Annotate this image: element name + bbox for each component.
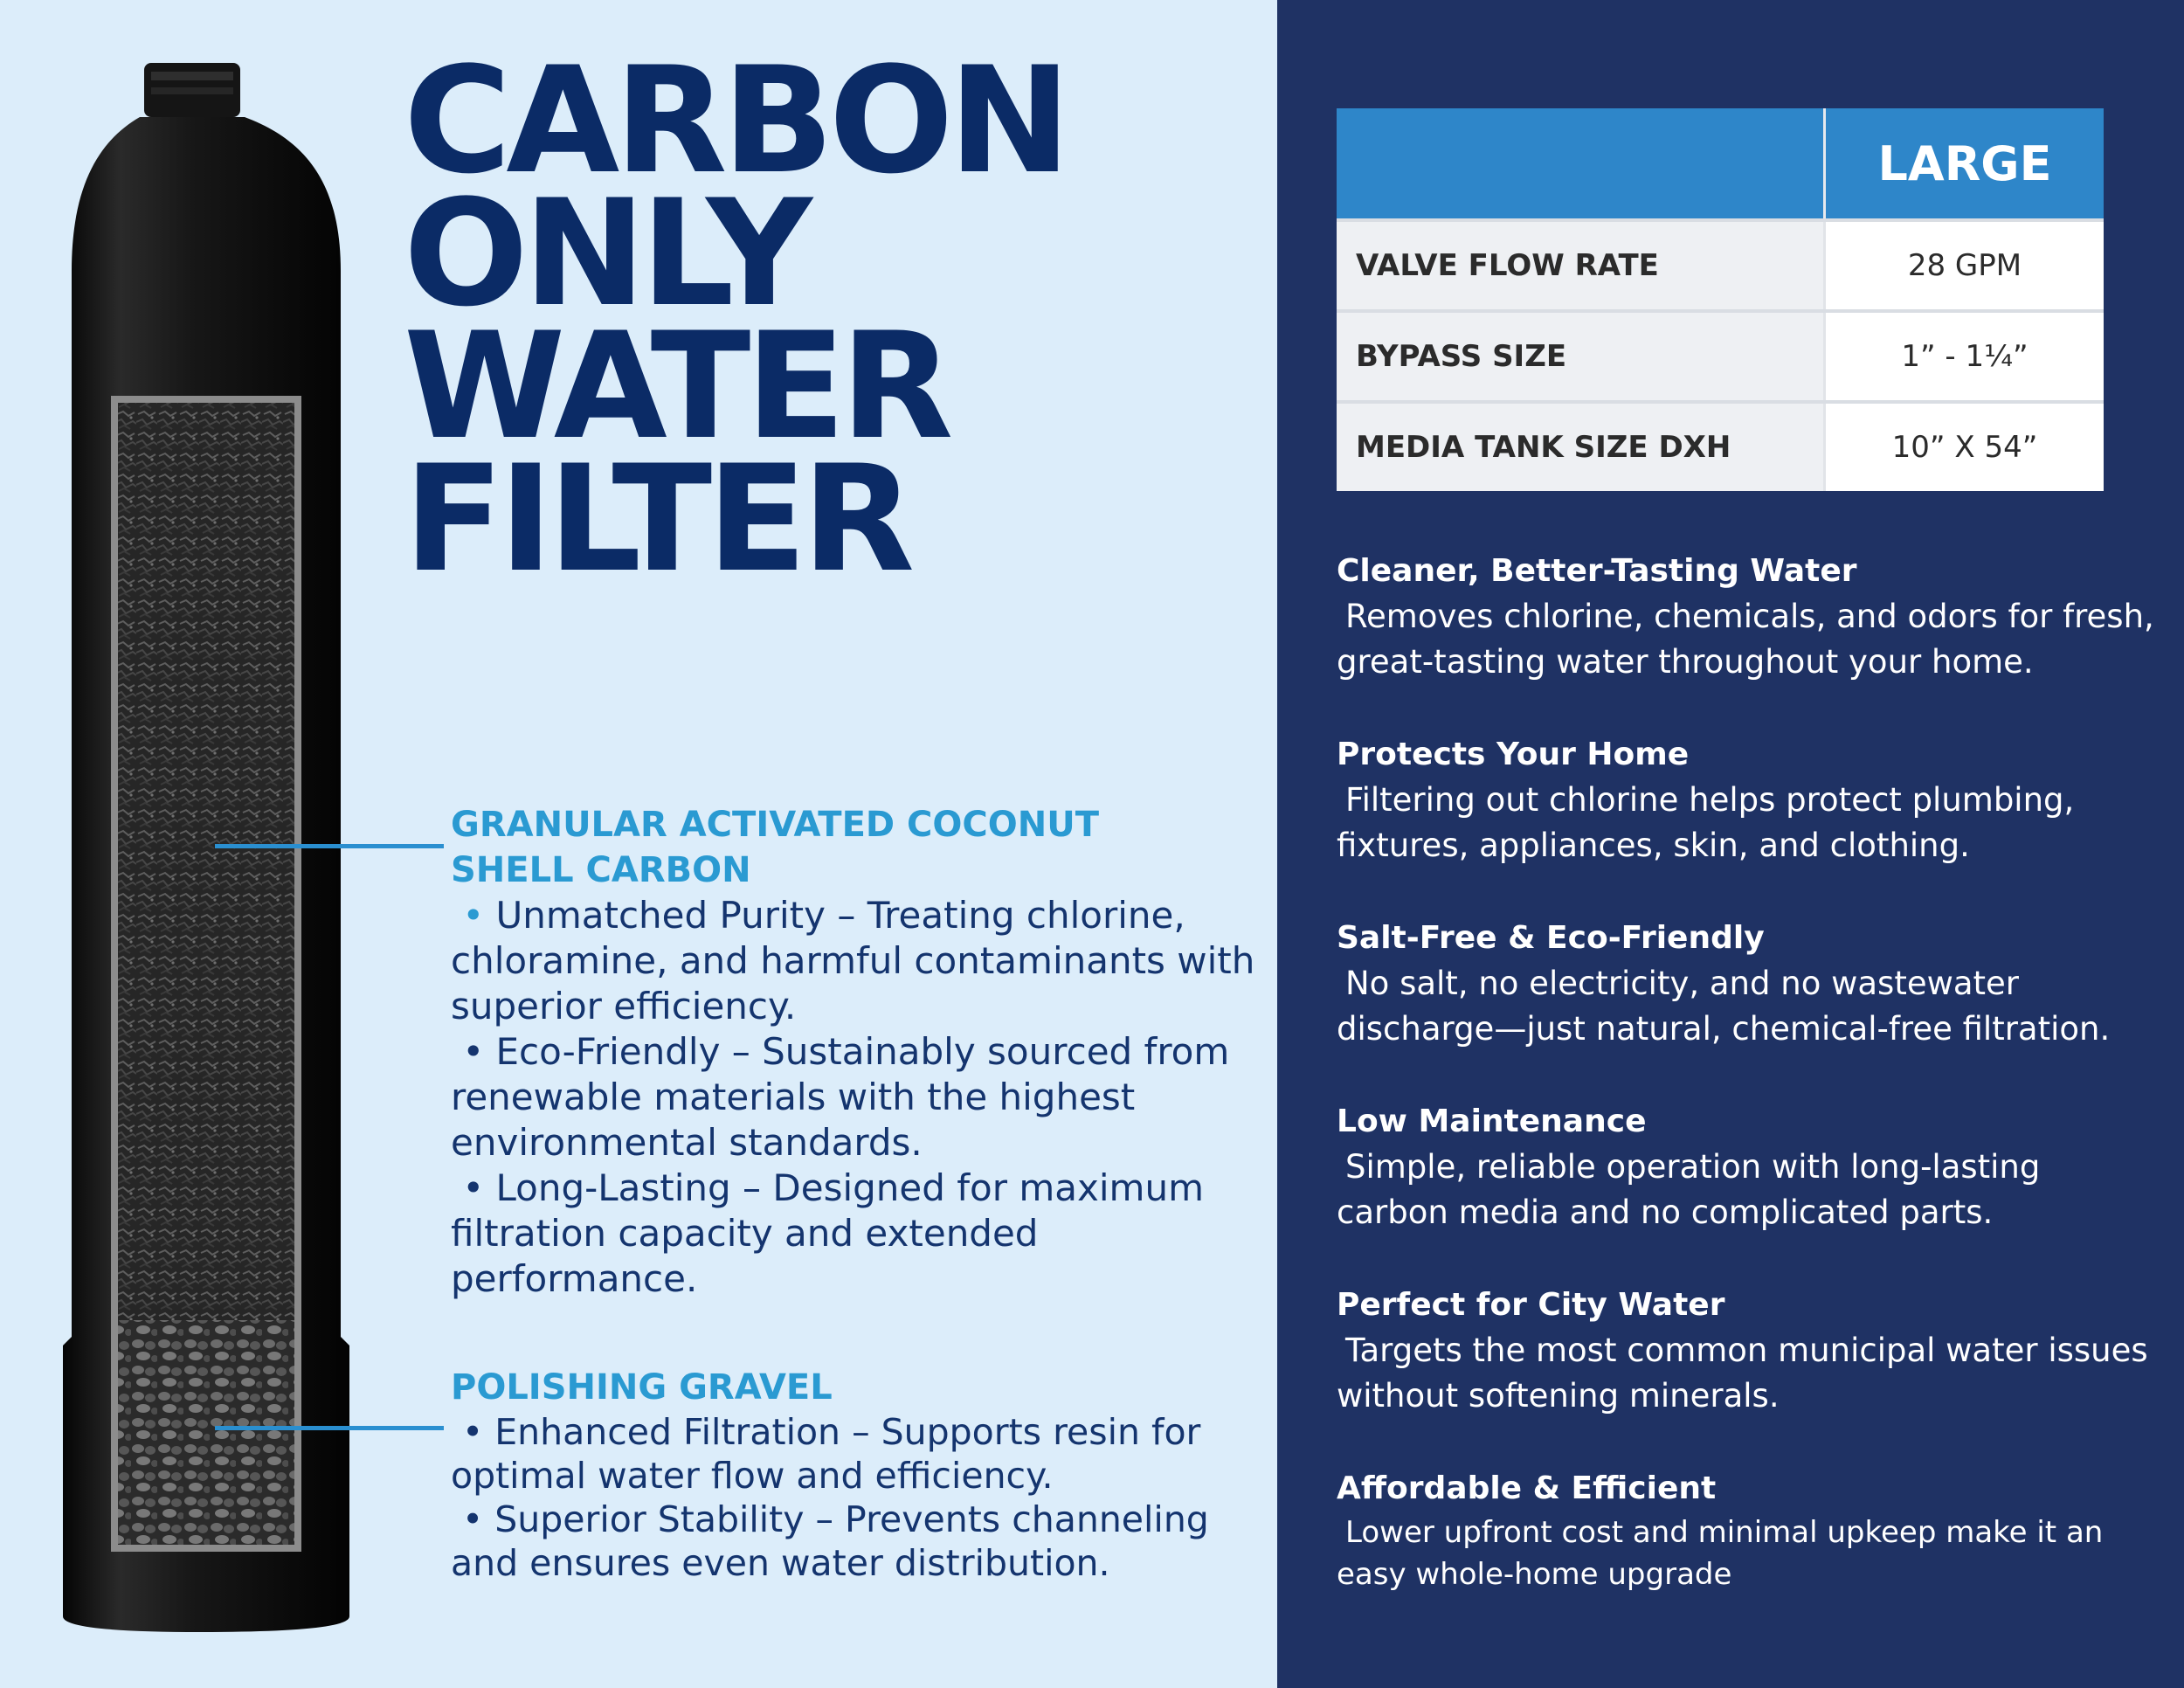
- gravel-media-description: [451, 1365, 1272, 1585]
- table-header-row: [1337, 108, 2104, 220]
- feature-title: Low Maintenance: [1337, 1103, 1647, 1139]
- table-row: [1337, 311, 2104, 402]
- feature-text: Targets the most common municipal water issues without softening minerals.: [1337, 1332, 2148, 1415]
- spec-value: 10” X 54”: [1825, 402, 2105, 491]
- table-row: [1337, 220, 2104, 311]
- media-bullet-item: • Eco-Friendly – Sustainably sourced from renewable materials with the highest environmental standards.: [451, 1030, 1230, 1164]
- filter-tank-illustration: [52, 52, 393, 1634]
- page-title: [404, 35, 1067, 605]
- media-heading: GRANULAR ACTIVATED COCONUT SHELL CARBON: [451, 805, 1099, 890]
- feature-item: [1337, 916, 2158, 1052]
- carbon-media-description: [451, 802, 1272, 1302]
- title-line: CARBON: [404, 35, 1067, 206]
- spec-value: 1” - 1¼”: [1825, 311, 2105, 402]
- carbon-callout-line: [215, 844, 444, 848]
- table-header-size: LARGE: [1825, 108, 2105, 220]
- spec-table: [1337, 108, 2104, 491]
- title-line: ONLY: [404, 168, 807, 339]
- title-line: WATER: [404, 301, 949, 472]
- feature-title: Protects Your Home: [1337, 737, 1690, 772]
- media-heading: POLISHING GRAVEL: [451, 1367, 833, 1408]
- feature-text: Simple, reliable operation with long-lasting carbon media and no complicated parts.: [1337, 1148, 2041, 1231]
- feature-item: [1337, 549, 2158, 685]
- feature-text: Lower upfront cost and minimal upkeep make it an easy whole-home upgrade: [1337, 1515, 2104, 1592]
- media-bullet-item: • Long-Lasting – Designed for maximum filtration capacity and extended performance.: [451, 1166, 1204, 1300]
- media-bullet-item: • Enhanced Filtration – Supports resin for optimal water flow and efficiency.: [451, 1411, 1201, 1497]
- gravel-media-layer: [118, 1320, 294, 1545]
- feature-title: Affordable & Efficient: [1337, 1470, 1717, 1506]
- spec-label: BYPASS SIZE: [1337, 311, 1825, 402]
- feature-item: [1337, 1099, 2158, 1235]
- feature-title: Perfect for City Water: [1337, 1287, 1725, 1323]
- feature-item: [1337, 1283, 2158, 1419]
- feature-list: [1337, 549, 2158, 1595]
- table-header-blank: [1337, 108, 1825, 220]
- feature-item: [1337, 732, 2158, 868]
- gravel-callout-line: [215, 1426, 444, 1430]
- feature-title: Salt-Free & Eco-Friendly: [1337, 920, 1765, 956]
- feature-text: Removes chlorine, chemicals, and odors for fresh, great-tasting water throughout your home.: [1337, 598, 2154, 681]
- media-bullet-item: • Superior Stability – Prevents channeling and ensures even water distribution.: [451, 1498, 1209, 1584]
- media-bullet-item: • Unmatched Purity – Treating chlorine, chloramine, and harmful contaminants with superior efficiency.: [451, 894, 1255, 1027]
- carbon-media-layer: [118, 403, 294, 1320]
- spec-value: 28 GPM: [1825, 220, 2105, 311]
- feature-text: Filtering out chlorine helps protect plumbing, fixtures, appliances, skin, and clothing.: [1337, 781, 2075, 864]
- table-row: [1337, 402, 2104, 491]
- feature-text: No salt, no electricity, and no wastewater discharge—just natural, chemical-free filtration.: [1337, 965, 2111, 1048]
- feature-title: Cleaner, Better-Tasting Water: [1337, 553, 1857, 589]
- spec-label: VALVE FLOW RATE: [1337, 220, 1825, 311]
- feature-item: [1337, 1466, 2158, 1595]
- title-line: FILTER: [404, 433, 910, 605]
- spec-label: MEDIA TANK SIZE DXH: [1337, 402, 1825, 491]
